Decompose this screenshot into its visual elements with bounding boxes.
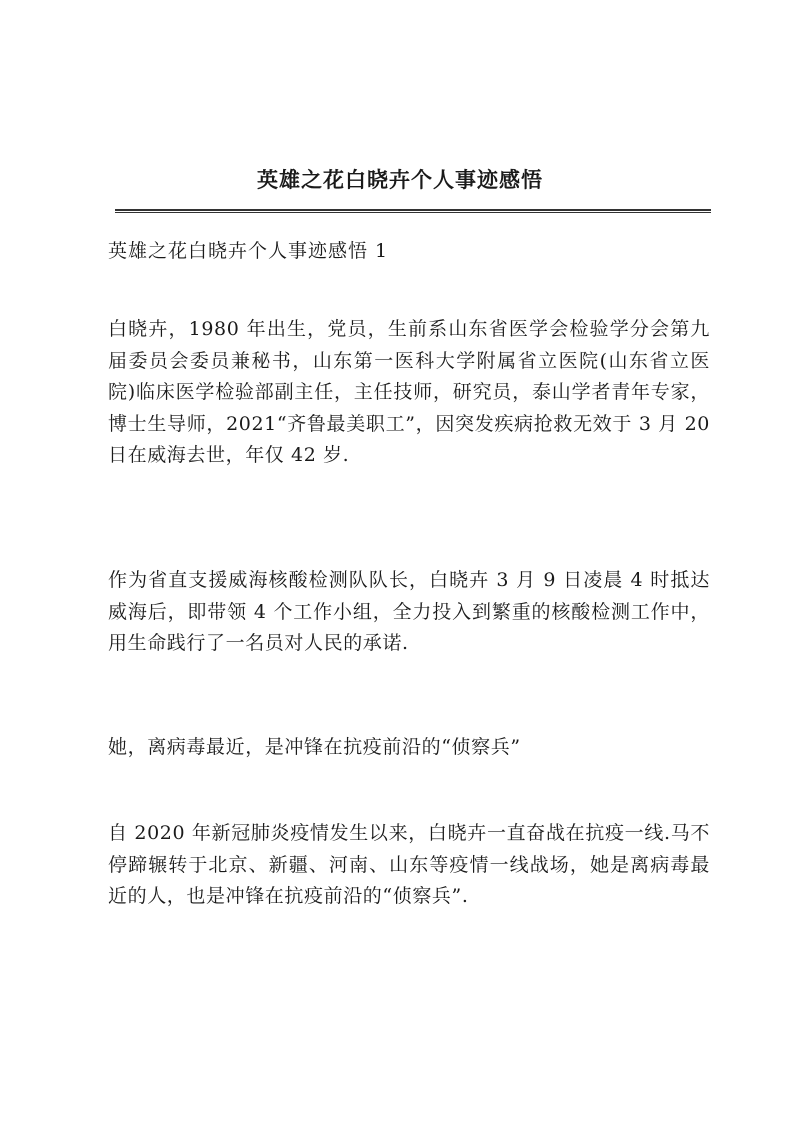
- paragraph-frontline: 自 2020 年新冠肺炎疫情发生以来，白晓卉一直奋战在抗疫一线.马不停蹄辗转于北京、新疆、河南、山东等疫情一线战场，她是离病毒最近的人，也是冲锋在抗疫前沿的“侦察兵”.: [108, 822, 710, 908]
- paragraph-weihai-team: 作为省直支援威海核酸检测队队长，白晓卉 3 月 9 日凌晨 4 时抵达威海后，即带领 4 个工作小组，全力投入到繁重的核酸检测工作中，用生命践行了一名员对人民的承诺.: [108, 569, 710, 655]
- section-heading: 英雄之花白晓卉个人事迹感悟 1: [108, 240, 389, 262]
- paragraph-biography: 白晓卉，1980 年出生，党员，生前系山东省医学会检验学分会第九届委员会委员兼秘书，山东第一医科大学附属省立医院(山东省立医院)临床医学检验部副主任，主任技师，研究员，泰山学者青年专家，博士生导师，2021“齐鲁最美职工”，因突发疾病抢救无效于 3 月 20 日在威海去世，年仅 42 岁.: [108, 318, 710, 467]
- document-title: 英雄之花白晓卉个人事迹感悟: [257, 167, 543, 192]
- title-divider: [115, 209, 711, 213]
- paragraph-scout-heading: 她，离病毒最近，是冲锋在抗疫前沿的“侦察兵”: [108, 736, 521, 758]
